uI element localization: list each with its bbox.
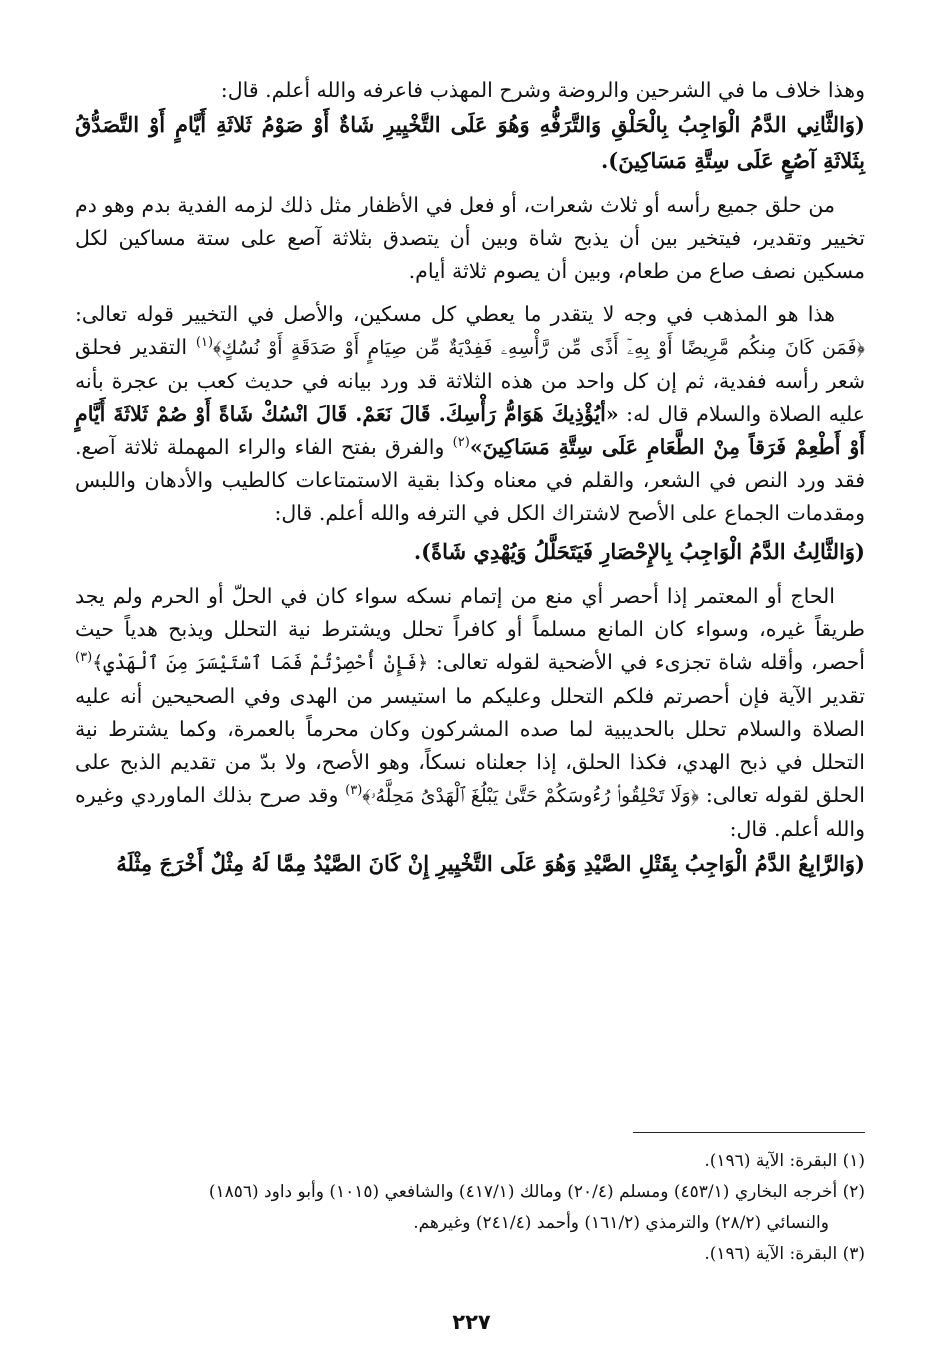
- page-number: ٢٢٧: [452, 1310, 491, 1334]
- footnote-1: (١) البقرة: الآية (١٩٦).: [704, 1151, 865, 1171]
- footnote-3: (٣) البقرة: الآية (١٩٦).: [704, 1244, 865, 1264]
- quran-verse: ﴿فَإِنْ أُحْصِرْتُمْ فَمَا ٱسْتَيْسَرَ مِنَ ٱلْهَدْيِ﴾: [92, 652, 429, 674]
- hadith-quote: «أيُؤْذِيكَ هَوَامُّ رَأْسِكَ. قَالَ نَعَمْ. قَالَ انْسُكْ شَاةً أَوْ صُمْ ثَلاثَةَ أَيَّامٍ أَوْ أَطْعِمْ فَرَقاً مِنْ الطَّعَامِ عَلَى سِتَّةِ مَسَاكِينَ»: [75, 402, 865, 459]
- footnote-marker: (١): [195, 335, 214, 351]
- paragraph-shaving: من حلق جميع رأسه أو ثلاث شعرات، أو فعل في الأظفار مثل ذلك لزمه الفدية بدم وهو دم تخيير وتقدير، فيتخير بين أن يذبح شاة وبين أن يتصدق بثلاثة آصع على ستة مساكين لكل مسكين نصف صاع من طعام، وبين أن يصوم ثلاثة أيام.: [75, 193, 865, 283]
- footnote-marker: (٣): [345, 783, 363, 799]
- footnote-marker: (٢): [452, 435, 470, 451]
- footnotes: [80, 1146, 865, 1270]
- footnote-2: (٢) أخرجه البخاري (٤٥٣/١) ومسلم (٢٠/٤) ومالك (٤١٧/١) والشافعي (١٠١٥) وأبو داود (١٨٥٦): [208, 1182, 865, 1202]
- quran-verse: ﴿فَمَن كَانَ مِنكُم مَّرِيضًا أَوْ بِهِۦٓ أَذًى مِّن رَّأْسِهِۦ فَفِدْيَةٌ مِّن صِيَامٍ أَوْ صَدَقَةٍ أَوْ نُسُكٍ﴾: [213, 337, 865, 359]
- paragraph-ihsar: [75, 580, 865, 846]
- main-text: [75, 74, 865, 882]
- text-segment: وقد صرح بذلك الماوردي وغيره والله أعلم. قال:: [75, 783, 865, 841]
- footnote-marker: (٣): [75, 650, 93, 666]
- matn-third-blood: (وَالثَّالِثُ الدَّمُ الْوَاجِبُ بِالإِحْصَارِ فَيَتَحَلَّلُ وَيُهْدِي شَاةً).: [413, 539, 865, 564]
- paragraph-intro: وهذا خلاف ما في الشرحين والروضة وشرح المهذب فاعرفه والله أعلم. قال:: [220, 78, 865, 102]
- text-segment: الحاج أو المعتمر إذا أحصر أي منع من إتمام نسكه سواء كان في الحلّ أو الحرم ولم يجد طريقاً غيره، وسواء كان المانع مسلماً أو كافراً تحلل ويشترط نية التحلل ويذبح هدياً حيث أحصر، وأقله شاة تجزىء في الأضحية لقوله تعالى:: [75, 584, 865, 674]
- paragraph-madhhab: [75, 298, 865, 530]
- quran-verse: ﴿وَلَا تَحْلِقُوا۟ رُءُوسَكُمْ حَتَّىٰ يَبْلُغَ ٱلْهَدْىُ مَحِلَّهُۥ﴾: [362, 785, 700, 807]
- matn-fourth-blood: (وَالرَّابِعُ الدَّمُ الْوَاجِبُ بِقَتْلِ الصَّيْدِ وَهُوَ عَلَى التَّخْيِيرِ إِنْ كَانَ الصَّيْدُ مِمَّا لَهُ مِثْلٌ أَخْرَجَ مِثْلَهُ: [116, 851, 865, 876]
- text-segment: تقدير الآية فإن أحصرتم فلكم التحلل وعليكم ما استيسر من الهدى وفي الصحيحين أنه عليه الصلاة والسلام تحلل بالحديبية لما صده المشركون وكان محرماً بالعمرة، وكما يشترط نية التحلل في ذبح الهدي، فكذا الحلق، إذا جعلناه نسكاً، وهو الأصح، ولا بدّ من تقديم الذبح على الحلق لقوله تعالى:: [75, 684, 865, 807]
- footnote-divider: [633, 1132, 865, 1133]
- text-segment: التقدير فحلق شعر رأسه ففدية، ثم إن كل واحد من هذه الثلاثة قد ورد بيانه في حديث كعب بن عجرة بأنه عليه الصلاة والسلام قال له:: [75, 335, 865, 426]
- footnote-2-continuation: والنسائي (٢٨/٢) والترمذي (١٦١/٢) وأحمد (٢٤١/٤) وغيرهم.: [413, 1213, 829, 1233]
- matn-second-blood: (وَالثَّانِي الدَّمُ الْوَاجِبُ بِالْحَلْقِ وَالتَّرَفُّهِ وَهُوَ عَلَى التَّخْيِيرِ شَاةٌ أَوْ صَوْمُ ثَلاثَةِ أَيَّامٍ أَوْ التَّصَدُّقُ بِثَلاثَةِ آصُعٍ عَلَى سِتَّةِ مَسَاكِينَ).: [75, 112, 865, 173]
- text-segment: هذا هو المذهب في وجه لا يتقدر ما يعطي كل مسكين، والأصل في التخيير قوله تعالى:: [75, 302, 835, 326]
- text-segment: والفرق بفتح الفاء والراء المهملة ثلاثة آصع. فقد ورد النص في الشعر، والقلم في معناه وكذا بقية الاستمتاعات كالطيب والأدهان واللبس ومقدمات الجماع على الأصح لاشتراك الكل في الترفه والله أعلم. قال:: [75, 435, 865, 525]
